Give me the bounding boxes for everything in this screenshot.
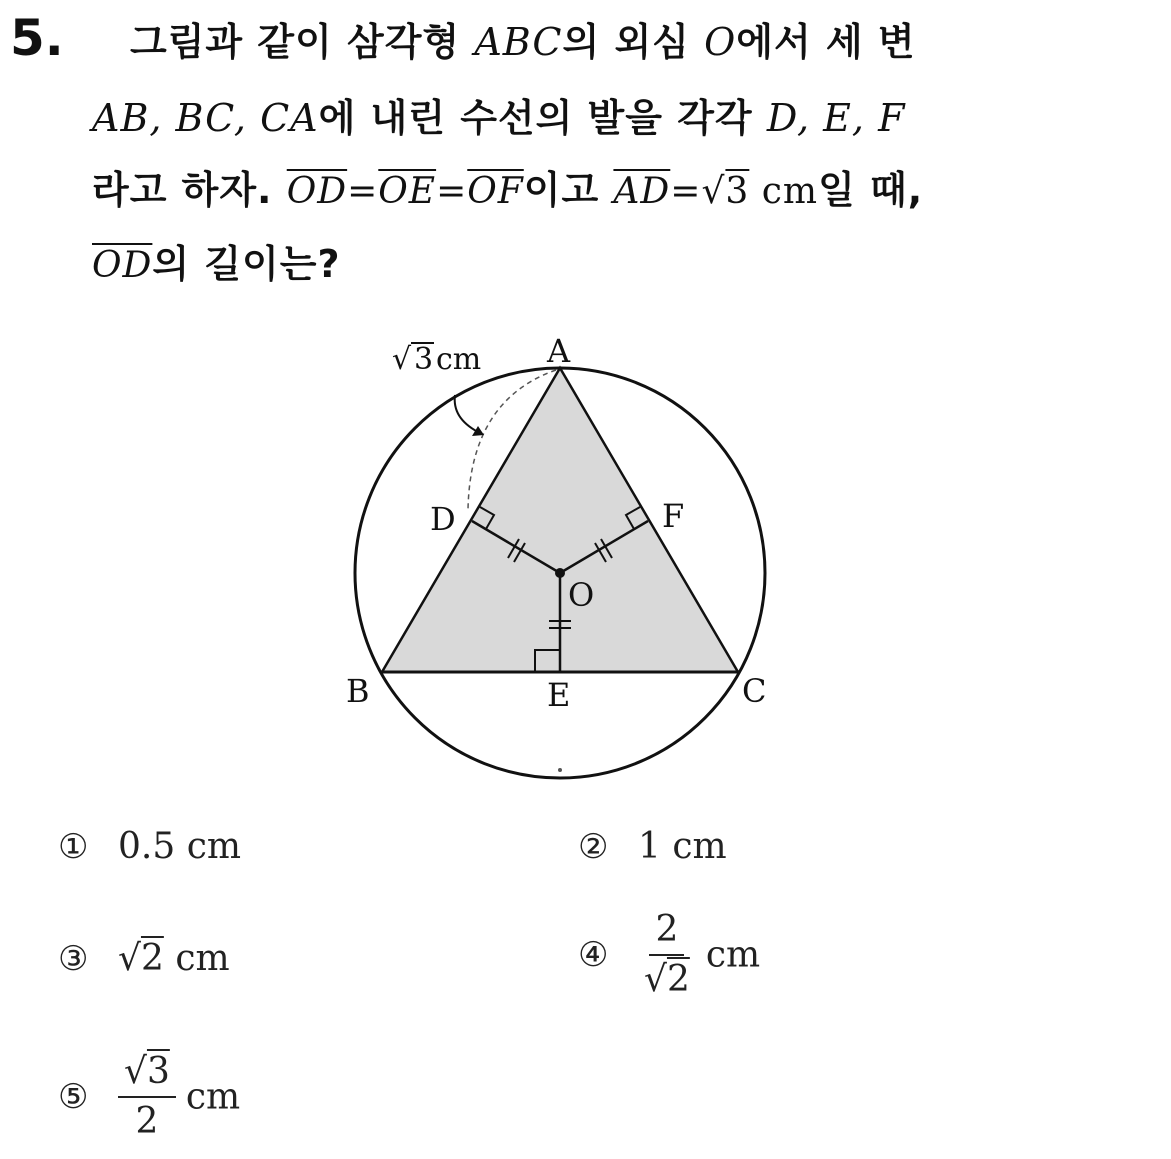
choice-5[interactable] xyxy=(58,1050,240,1144)
label-e: E xyxy=(547,676,571,714)
choice-unit: cm xyxy=(175,938,230,979)
unit-cm: cm xyxy=(749,171,819,212)
question-text: 라고 하자. xyxy=(92,168,287,212)
choice-number: ② xyxy=(578,827,609,867)
segment-oe: $\overline{OE}$ xyxy=(378,171,437,212)
question-line-4 xyxy=(92,234,341,296)
comma: , xyxy=(796,96,824,140)
sqrt-argument: 3 xyxy=(146,1051,170,1092)
equals-sign: = xyxy=(670,171,702,212)
question-text: 그림과 같이 삼각형 xyxy=(130,20,475,64)
length-leader-line xyxy=(455,395,478,432)
length-sqrt-argument: 3 xyxy=(414,342,434,377)
segment-of: $\overline{OF}$ xyxy=(467,171,524,212)
choice-number: ④ xyxy=(578,935,609,975)
label-c: C xyxy=(742,672,767,710)
choice-number: ① xyxy=(58,827,89,867)
choice-unit: cm xyxy=(672,826,727,867)
question-text: 이고 xyxy=(523,168,614,212)
question-line-3 xyxy=(92,160,923,222)
choice-value: 0.5 xyxy=(118,826,176,867)
segment-od: $\overline{OD}$ xyxy=(92,245,153,286)
label-a: A xyxy=(547,332,571,370)
question-number: 5. xyxy=(10,9,64,67)
segment-od: $\overline{OD}$ xyxy=(286,171,348,212)
sqrt-sign: √ xyxy=(644,959,667,1000)
fraction xyxy=(118,1050,176,1144)
choice-unit: cm xyxy=(705,934,761,976)
choice-3[interactable] xyxy=(58,938,230,979)
small-mark xyxy=(558,768,562,772)
point-o: O xyxy=(704,20,737,64)
question-text: 에 내린 수선의 발을 각각 xyxy=(318,96,767,140)
length-unit: cm xyxy=(436,342,482,377)
segment-ad: $\overline{AD}$ xyxy=(613,171,671,212)
choice-number: ③ xyxy=(58,939,89,979)
choice-number: ⑤ xyxy=(58,1077,89,1117)
choice-value: 1 xyxy=(638,826,661,867)
fraction-denominator xyxy=(638,956,696,1002)
equals-sign: = xyxy=(436,171,468,212)
sqrt-sign: √ xyxy=(118,938,141,979)
question-text: 일 때, xyxy=(818,168,924,212)
side-bc: BC xyxy=(175,96,234,140)
question-text: 의 길이는? xyxy=(152,242,341,286)
arrow-head xyxy=(472,426,484,436)
side-ab: AB xyxy=(92,96,150,140)
side-ca: CA xyxy=(260,96,319,140)
question-text: 에서 세 변 xyxy=(736,20,916,64)
sqrt-argument: 2 xyxy=(666,959,690,1000)
comma: , xyxy=(149,96,176,140)
label-f: F xyxy=(662,497,685,535)
comma: , xyxy=(233,96,261,140)
choice-2[interactable] xyxy=(578,826,727,867)
question-line-1 xyxy=(130,12,916,72)
point-e: E xyxy=(823,96,852,140)
point-d: D xyxy=(766,96,797,140)
fraction-numerator: 2 xyxy=(649,908,684,956)
point-f: F xyxy=(878,96,906,140)
sqrt-sign: √ xyxy=(701,171,726,212)
label-d: D xyxy=(430,500,456,538)
question-line-2 xyxy=(92,88,905,148)
equals-sign: = xyxy=(347,171,379,212)
sqrt-argument: 2 xyxy=(140,938,164,979)
question-text: 의 외심 xyxy=(562,20,705,64)
triangle-name: ABC xyxy=(474,20,563,64)
center-point-o xyxy=(555,568,565,578)
choice-unit: cm xyxy=(185,1076,241,1118)
length-sqrt-sign: √ xyxy=(392,342,412,377)
fraction xyxy=(638,908,696,1002)
choice-1[interactable] xyxy=(58,826,241,867)
label-o: O xyxy=(568,576,595,614)
choice-unit: cm xyxy=(186,826,242,867)
geometry-figure xyxy=(330,320,810,790)
sqrt-argument: 3 xyxy=(725,171,750,212)
comma: , xyxy=(851,96,879,140)
fraction-denominator: 2 xyxy=(135,1101,159,1142)
fraction-numerator xyxy=(118,1050,176,1098)
sqrt-sign: √ xyxy=(124,1051,147,1092)
label-b: B xyxy=(346,672,370,710)
choice-4[interactable] xyxy=(578,908,760,1002)
